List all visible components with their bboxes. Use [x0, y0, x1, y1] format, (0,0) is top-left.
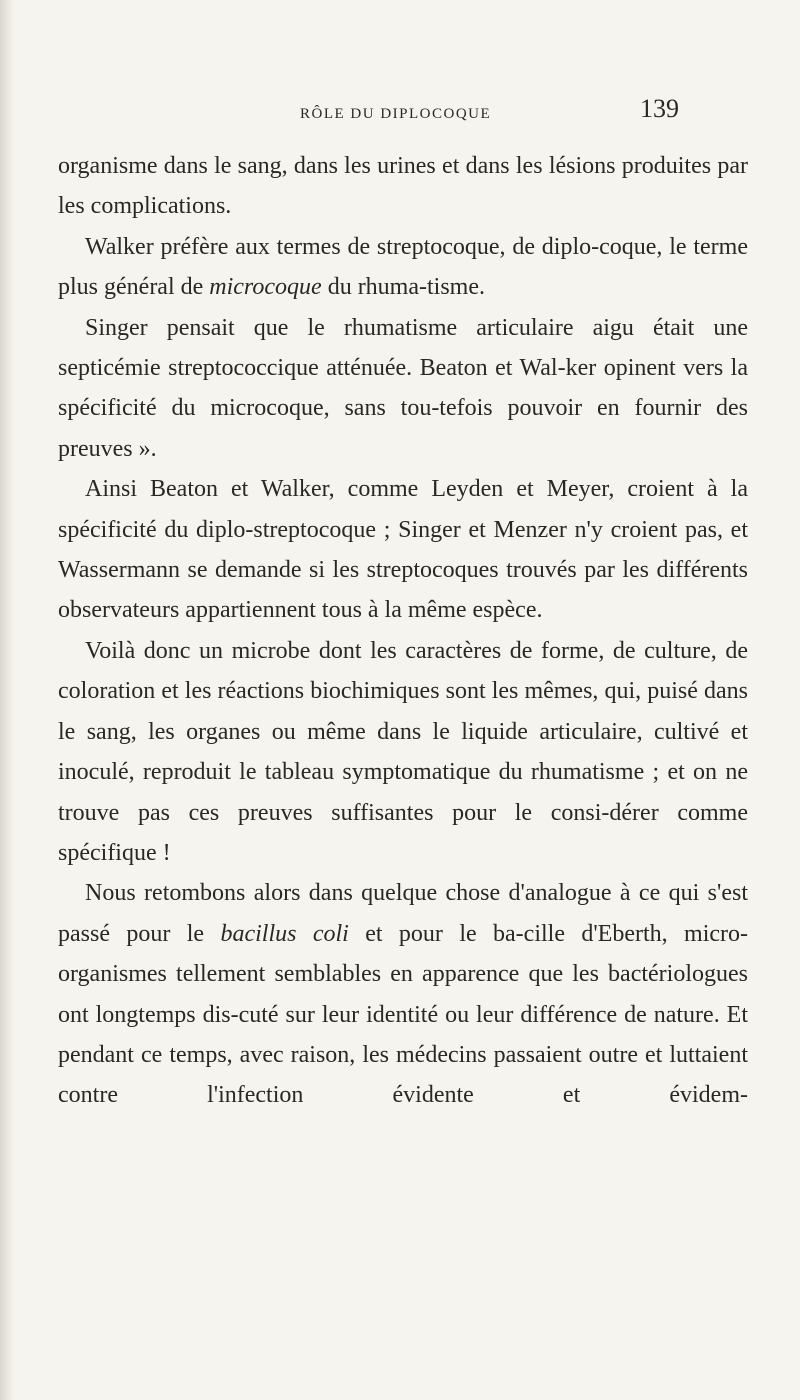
page-number: 139: [640, 94, 679, 123]
paragraph-3-text: Singer pensait que le rhumatisme articulaire aigu était une septicémie streptococcique atténuée. Beaton et Wal-ker opinent vers la spécificité du microcoque, sans tou-tefois pouvoir en fournir des preuves ».: [58, 314, 748, 462]
paragraph-3: [58, 308, 748, 470]
paragraph-1: [58, 146, 748, 227]
paragraph-4: [58, 469, 748, 631]
paragraph-6-text-a: Nous retombons alors dans quelque chose d'analogue à ce qui s'est passé pour le: [58, 880, 748, 947]
paragraph-5-text: Voilà donc un microbe dont les caractères de forme, de culture, de coloration et les réactions biochimiques sont les mêmes, qui, puisé dans le sang, les organes ou même dans le liquide articulaire, cultivé et inoculé, reproduit le tableau symptomatique du rhumatisme ; et on ne trouve pas ces preuves suffisantes pour le consi-dérer comme spécifique !: [58, 637, 748, 866]
paragraph-2: [58, 227, 748, 308]
paragraph-4-text: Ainsi Beaton et Walker, comme Leyden et Meyer, croient à la spécificité du diplo-streptocoque ; Singer et Menzer n'y croient pas, et Wassermann se demande si les streptocoques trouvés par les différents observateurs appartiennent tous à la même espèce.: [58, 476, 748, 624]
page-header: [0, 94, 800, 134]
paragraph-6-text-b: et pour le ba-cille d'Eberth, micro-organismes tellement semblables en apparence que les bactériologues ont longtemps dis-cuté sur leur identité ou leur différence de nature. Et pendant ce temps, avec raison, les médecins passaient outre et luttaient contre l'infection évidente et évidem-: [58, 920, 749, 1109]
body-text: [58, 146, 748, 1116]
paragraph-1-text: organisme dans le sang, dans les urines et dans les lésions produites par les complications.: [58, 153, 748, 220]
paragraph-2-text-b: du rhuma-tisme.: [321, 274, 485, 301]
page-gutter-shadow: [0, 0, 14, 1400]
running-head: RÔLE DU DIPLOCOQUE: [300, 106, 492, 122]
paragraph-6: [58, 873, 748, 1115]
paragraph-6-italic: bacillus coli: [220, 920, 349, 947]
paragraph-2-text-a: Walker préfère aux termes de streptocoque, de diplo-coque, le terme plus général de: [58, 233, 748, 301]
paragraph-5: [58, 631, 748, 873]
paragraph-2-italic: microcoque: [209, 274, 322, 301]
